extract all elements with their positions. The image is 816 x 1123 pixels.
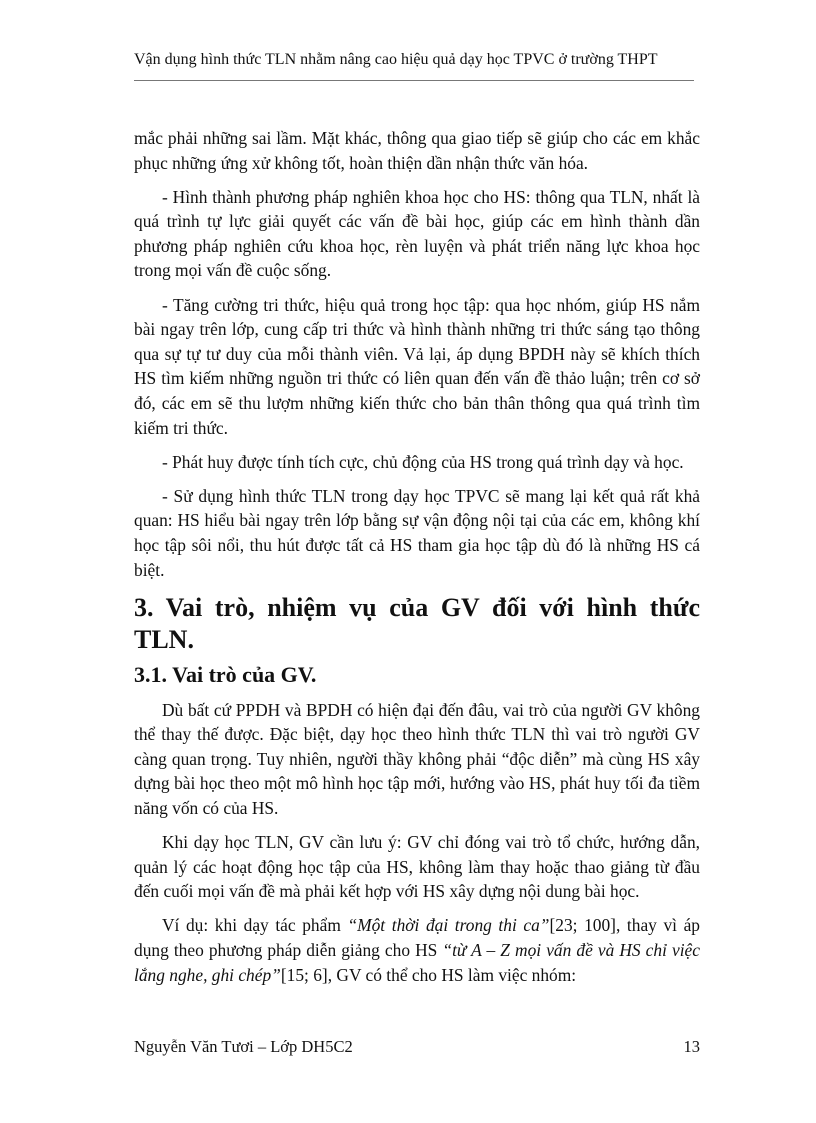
paragraph: Khi dạy học TLN, GV cần lưu ý: GV chỉ đóng vai trò tổ chức, hướng dẫn, quản lý các hoạt động học tập của HS, không làm thay hoặc thao giảng từ đầu đến cuối mọi vấn đề mà phải kết hợp với HS xây dựng nội dung bài học. [134,832,700,902]
bullet-paragraph: - Tăng cường tri thức, hiệu quả trong học tập: qua học nhóm, giúp HS nắm bài ngay trên lớp, cung cấp tri thức và hình thành những tri thức sáng tạo thông qua sự tự tư duy của mỗi thành viên. Vả lại, áp dụng BPDH này sẽ khích thích HS tìm kiếm những nguồn tri thức có liên quan đến vấn đề thảo luận; trên cơ sở đó, các em sẽ thu lượm những kiến thức cho bản thân thông qua quá trình tìm kiếm tri thức. [134,294,700,438]
example-text: [15; 6], GV có thể cho HS làm việc nhóm: [280,964,577,985]
paragraph: Dù bất cứ PPDH và BPDH có hiện đại đến đâu, vai trò của người GV không thể thay thế được. Đặc biệt, dạy học theo hình thức TLN thì vai trò người GV càng quan trọng. Tuy nhiên, người thầy không phải “độc diễn” mà cùng HS xây dựng bài học theo một mô hình học tập mới, hướng vào HS, phát huy tối đa tiềm năng vốn có của HS. [134,699,700,818]
example-text: Ví dụ: khi dạy tác phẩm [162,915,348,936]
header-divider [134,80,694,81]
subsection-heading: 3.1. Vai trò của GV. [134,661,317,687]
section-heading: 3. Vai trò, nhiệm vụ của GV đối với hình thức TLN. [134,592,700,654]
bullet-paragraph: - Hình thành phương pháp nghiên khoa học cho HS: thông qua TLN, nhất là quá trình tự lực giải quyết các vấn đề bài học, giúp các em hình thành dần phương pháp nghiên cứu khoa học, rèn luyện và phát triển năng lực khoa học trong mọi vấn đề cuộc sống. [134,186,700,281]
example-text: [23; 100], thay vì áp dụng theo phương pháp diễn giảng cho HS [134,915,700,960]
bullet-paragraph: - Sử dụng hình thức TLN trong dạy học TPVC sẽ mang lại kết quả rất khả quan: HS hiểu bài ngay trên lớp bằng sự vận động nội tại của các em, không khí học tập sôi nổi, thu hút được tất cả HS tham gia học tập dù đó là những HS cá biệt. [134,485,700,580]
paragraph: mắc phải những sai lầm. Mặt khác, thông qua giao tiếp sẽ giúp cho các em khắc phục những ứng xử không tốt, hoàn thiện dần nhận thức văn hóa. [134,128,700,173]
footer-author: Nguyễn Văn Tươi – Lớp DH5C2 [134,1037,353,1056]
page-number: 13 [683,1037,700,1056]
bullet-paragraph: - Phát huy được tính tích cực, chủ động của HS trong quá trình dạy và học. [162,451,684,472]
example-paragraph [134,913,700,987]
quoted-phrase: “từ A – Z mọi vấn đề và HS chỉ việc lắng nghe, ghi chép” [134,939,700,985]
page-body [134,126,700,987]
work-title: “Một thời đại trong thi ca” [347,915,550,936]
running-header: Vận dụng hình thức TLN nhằm nâng cao hiệu quả dạy học TPVC ở trường THPT [134,51,658,68]
